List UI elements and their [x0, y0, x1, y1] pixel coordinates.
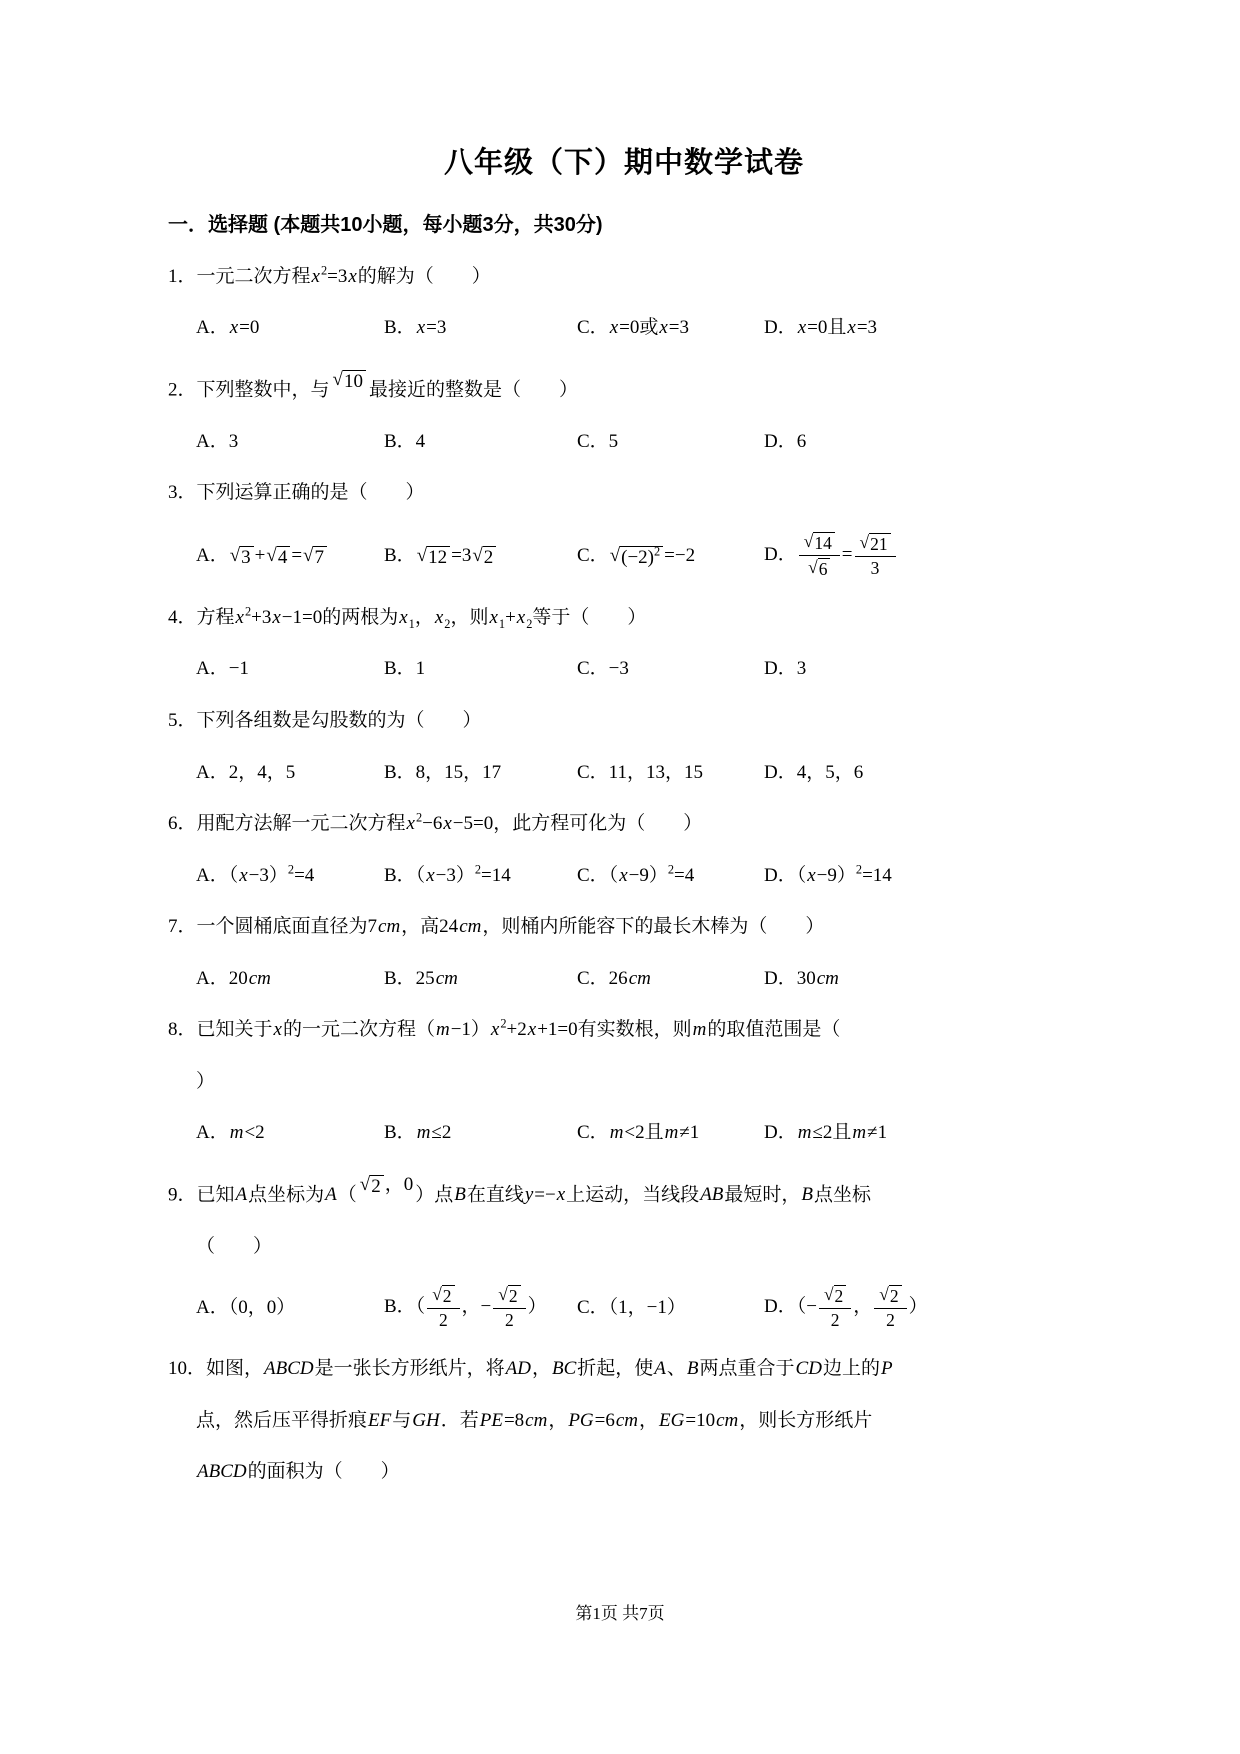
math-variable: B	[801, 1184, 814, 1206]
question-4-option-A: A．−1	[196, 658, 249, 680]
question-5	[168, 707, 1080, 786]
question-5-options	[168, 759, 1080, 787]
math-subscript: 1	[408, 616, 415, 631]
question-7-option-B: B．25cm	[384, 967, 458, 989]
question-6-option-D: D．$(x-9)^2=14$	[764, 862, 892, 886]
radical-sign-icon: √	[823, 1284, 834, 1305]
math-variable: x	[406, 813, 415, 835]
radicand: 12	[427, 546, 450, 570]
question-7-option-D: D．30cm	[764, 967, 839, 989]
radical-sign-icon: √	[609, 544, 621, 566]
question-9-option-C: C．（1，−1）	[577, 1297, 686, 1319]
fraction-numerator	[819, 1284, 851, 1309]
math-variable: x	[659, 317, 668, 339]
radical-sign-icon: √	[332, 368, 343, 390]
math-variable: x	[490, 1019, 500, 1041]
math-variable: ABCD	[264, 1358, 314, 1380]
radical-sign-icon: √	[303, 544, 314, 566]
radicand: 2	[834, 1285, 847, 1307]
question-3-option-D: D． √ 14 √ 6 = √ 21 3	[764, 531, 1080, 580]
math-superscript: 2	[500, 1016, 507, 1031]
question-2-option-B: B．4	[384, 430, 426, 452]
math-superscript: 2	[855, 862, 863, 877]
question-8-stem-line: ）	[196, 1070, 216, 1092]
math-radical	[808, 558, 830, 580]
question-8-options	[168, 1119, 1080, 1147]
question-5-option-C: C．11，13，15	[577, 761, 703, 783]
question-10-stem-line: ABCD的面积为（ ）	[197, 1461, 400, 1483]
question-5-option-D: D．4，5，6	[764, 761, 864, 783]
math-variable: x	[434, 606, 444, 628]
math-fraction	[855, 532, 896, 579]
math-variable: x	[797, 317, 807, 339]
question-9-option-A: A．（0，0）	[196, 1297, 296, 1319]
question-6-option-C: C．$(x-9)^2=4$	[577, 862, 695, 886]
question-4-options	[168, 655, 1080, 683]
question-9-options	[168, 1284, 1080, 1331]
math-variable: EG	[659, 1409, 685, 1431]
radicand: 2	[889, 1285, 902, 1307]
math-variable: cm	[525, 1409, 548, 1431]
question-7-option-C: C．26cm	[577, 967, 651, 989]
question-6-options	[168, 862, 1080, 890]
math-variable: x	[348, 265, 357, 287]
question-1-stem-line: 1．一元二次方程$x^2=3x$的解为（ ）	[168, 263, 491, 287]
math-variable: cm	[615, 1409, 639, 1431]
math-variable: x	[399, 606, 408, 628]
math-superscript: 2	[287, 862, 295, 877]
math-variable: cm	[248, 967, 271, 989]
question-2-option-C: C．5	[577, 430, 619, 452]
math-superscript: 2	[654, 544, 661, 559]
question-1-option-B: B．x=3	[384, 317, 447, 339]
math-variable: x	[229, 317, 239, 339]
math-variable: m	[852, 1122, 867, 1144]
radical-sign-icon: √	[359, 1173, 371, 1195]
fraction-denominator: 2	[505, 1310, 514, 1331]
math-radical	[432, 1285, 454, 1307]
question-4	[168, 604, 1080, 683]
math-radical	[230, 546, 254, 570]
radical-sign-icon: √	[808, 556, 818, 577]
fraction-denominator: 2	[438, 1310, 448, 1331]
question-9	[168, 1171, 1080, 1331]
radicand: $(-2)^2$	[620, 546, 663, 570]
section-heading: 一．选择题 (本题共10小题，每小题3分，共30分)	[168, 213, 603, 236]
question-5-option-A: A．2，4，5	[196, 761, 296, 783]
question-3-options	[168, 531, 1080, 580]
math-variable: B	[454, 1184, 466, 1206]
radical-sign-icon: √	[498, 1284, 508, 1305]
radical-sign-icon: √	[416, 544, 428, 566]
math-variable: x	[416, 317, 426, 339]
fraction-denominator: 2	[886, 1310, 895, 1331]
question-9-stem-line: 9．已知A点坐标为A（ √ 2 ，0 ）点B在直线y=−x上运动，当线段AB最短时，B点坐标	[168, 1171, 1080, 1209]
fraction-denominator	[799, 556, 840, 580]
math-fraction	[819, 1284, 851, 1331]
fraction-numerator	[799, 531, 840, 556]
math-variable: m	[609, 1122, 624, 1144]
math-variable: m	[435, 1019, 450, 1041]
math-radical	[472, 546, 496, 570]
radicand: 4	[277, 546, 291, 570]
fraction-denominator: 3	[870, 557, 880, 578]
question-1-option-D: D．x=0且x=3	[764, 317, 878, 339]
math-radical	[303, 546, 327, 570]
radicand: 2	[508, 1285, 521, 1307]
math-variable: x	[556, 1184, 566, 1206]
question-1-option-A: A．x=0	[196, 317, 260, 339]
radical-sign-icon: √	[803, 530, 814, 551]
math-variable: A	[235, 1184, 248, 1206]
radicand: 6	[818, 558, 831, 580]
math-variable: A	[325, 1184, 337, 1206]
math-radical	[360, 1175, 384, 1199]
math-radical	[417, 546, 450, 570]
math-subscript: 2	[526, 616, 533, 631]
questions	[168, 263, 1080, 1486]
question-10-stem-line: 点，然后压平得折痕EF与GH．若PE=8cm，PG=6cm，EG=10cm，则长方形纸片	[196, 1409, 873, 1431]
question-2	[168, 366, 1080, 456]
math-fraction	[799, 531, 840, 580]
question-1-option-C: C．x=0或x=3	[577, 317, 689, 339]
math-radical	[266, 546, 290, 570]
question-8	[168, 1016, 1080, 1147]
math-superscript: 2	[320, 263, 328, 278]
math-variable: BC	[551, 1358, 577, 1380]
raised-expression	[332, 366, 367, 394]
radical-sign-icon: √	[432, 1284, 442, 1305]
math-variable: A	[654, 1358, 666, 1380]
radicand: 2	[442, 1285, 455, 1307]
question-6-option-B: B．$(x-3)^2=14$	[384, 862, 511, 886]
radicand: 21	[869, 533, 890, 555]
math-variable: CD	[795, 1358, 822, 1380]
math-variable: m	[692, 1019, 707, 1041]
math-variable: x	[619, 864, 628, 886]
question-1	[168, 263, 1080, 342]
fraction-denominator: 2	[830, 1310, 840, 1331]
math-variable: x	[443, 813, 452, 835]
question-7-options	[168, 965, 1080, 993]
math-fraction	[874, 1284, 906, 1331]
math-variable: m	[797, 1122, 812, 1144]
math-variable: y	[524, 1184, 534, 1206]
question-8-stem-line: 8．已知关于x的一元二次方程$(m-1)x^2+2x+1=0$有实数根，则m的取值范围是（	[168, 1016, 841, 1041]
raised-expression: √ 2 ，0	[359, 1173, 414, 1197]
fraction-numerator	[855, 532, 896, 557]
question-10	[168, 1355, 1080, 1486]
question-6-stem-line: 6．用配方法解一元二次方程$x^2-6x-5=0$，此方程可化为（ ）	[168, 810, 703, 835]
question-9-stem-line: （ ）	[196, 1235, 273, 1257]
math-fraction	[427, 1284, 459, 1331]
math-radical	[879, 1285, 901, 1307]
math-variable: x	[239, 864, 248, 886]
math-variable: cm	[716, 1409, 739, 1431]
question-8-option-D: D．m≤2且m≠1	[764, 1122, 888, 1144]
math-variable: x	[527, 1019, 537, 1041]
math-variable: ABCD	[197, 1461, 247, 1483]
math-variable: AD	[505, 1358, 531, 1380]
math-variable: x	[489, 606, 498, 628]
math-variable: GH	[412, 1409, 440, 1431]
question-8-option-A: A．m<2	[196, 1122, 265, 1144]
math-variable: m	[416, 1122, 431, 1144]
question-7-option-A: A．20cm	[196, 967, 271, 989]
math-variable: x	[609, 317, 619, 339]
question-7-stem-line: 7．一个圆桶底面直径为7cm，高24cm，则桶内所能容下的最长木棒为（ ）	[168, 916, 825, 938]
question-3-option-C: C． √ $(-2)^2$ =−2	[577, 544, 696, 568]
question-5-stem-line: 5．下列各组数是勾股数的为（ ）	[168, 710, 482, 731]
math-variable: cm	[378, 916, 401, 938]
math-variable: x	[235, 606, 244, 628]
question-7	[168, 913, 1080, 992]
question-4-option-D: D．3	[764, 658, 807, 680]
fraction-numerator	[493, 1284, 525, 1309]
math-variable: P	[880, 1358, 893, 1380]
math-variable: cm	[459, 916, 482, 938]
question-2-options	[168, 428, 1080, 456]
math-variable: cm	[816, 967, 839, 989]
fraction-numerator	[874, 1284, 906, 1309]
page-footer: 第1页 共7页	[575, 1604, 665, 1623]
question-3-option-A: A． √ 3 + √ 4 = √ 7	[196, 542, 384, 570]
math-variable: x	[847, 317, 856, 339]
math-superscript: 2	[474, 862, 482, 877]
question-10-stem-line: 10．如图，ABCD是一张长方形纸片，将AD，BC折起，使A、B两点重合于CD边上的P	[168, 1358, 893, 1380]
radicand: 7	[313, 546, 327, 570]
question-4-option-C: C．−3	[577, 658, 629, 680]
math-radical	[610, 546, 663, 570]
math-variable: PE	[479, 1409, 503, 1431]
question-2-stem-line: 2．下列整数中，与 √ 10 最接近的整数是（ ）	[168, 366, 1080, 404]
math-variable: m	[664, 1122, 679, 1144]
math-variable: x	[272, 606, 281, 628]
math-radical	[824, 1285, 846, 1307]
math-subscript: 2	[444, 616, 451, 631]
math-radical	[498, 1285, 520, 1307]
math-superscript: 2	[244, 604, 252, 619]
math-subscript: 1	[498, 616, 506, 631]
math-variable: PG	[568, 1409, 594, 1431]
math-variable: x	[273, 1019, 282, 1041]
radicand: 10	[343, 370, 366, 394]
math-variable: m	[229, 1122, 244, 1144]
math-variable: cm	[435, 967, 458, 989]
radicand: 3	[240, 546, 254, 570]
question-8-option-B: B．m≤2	[384, 1122, 452, 1144]
math-variable: x	[516, 606, 526, 628]
math-radical	[804, 532, 835, 554]
question-3-option-B: B． √ 12 =3 √ 2	[384, 542, 577, 570]
question-2-option-A: A．3	[196, 430, 239, 452]
radicand: 2	[483, 546, 497, 570]
radical-sign-icon: √	[472, 544, 483, 566]
fraction-numerator	[427, 1284, 459, 1309]
question-9-option-D: D．（− √ 2 2 ， √ 2 2 ）	[764, 1284, 928, 1331]
math-fraction	[493, 1284, 525, 1331]
radical-sign-icon: √	[879, 1284, 889, 1305]
question-6	[168, 810, 1080, 889]
math-variable: B	[686, 1358, 699, 1380]
question-9-option-B: B．（ √ 2 2 ，− √ 2 2 ）	[384, 1284, 547, 1331]
math-superscript: 2	[415, 810, 423, 825]
page-title: 八年级（下）期中数学试卷	[443, 147, 804, 179]
question-4-stem-line: 4．方程$x^2+3x-1=0$的两根为$x_1$，$x_2$，则$x_1+x_2$等于（ ）	[168, 604, 647, 631]
question-6-option-A: A．$(x-3)^2=4$	[196, 862, 315, 886]
question-8-option-C: C．m<2且m≠1	[577, 1122, 700, 1144]
question-1-options	[168, 314, 1080, 342]
math-superscript: 2	[667, 862, 675, 877]
radical-sign-icon: √	[266, 544, 277, 566]
radical-sign-icon: √	[229, 544, 241, 566]
math-radical	[860, 533, 891, 555]
math-variable: x	[311, 265, 320, 287]
question-4-option-B: B．1	[384, 658, 426, 680]
question-3-stem-line: 3．下列运算正确的是（ ）	[168, 482, 425, 504]
math-variable: EF	[368, 1409, 392, 1431]
math-variable: cm	[628, 967, 651, 989]
math-variable: x	[426, 864, 435, 886]
math-variable: x	[807, 864, 816, 886]
radical-sign-icon: √	[859, 531, 870, 552]
radicand: 14	[813, 532, 834, 554]
question-2-option-D: D．6	[764, 430, 807, 452]
math-radical	[333, 370, 366, 394]
radicand: 2	[370, 1175, 384, 1199]
math-variable: AB	[700, 1184, 724, 1206]
question-3	[168, 479, 1080, 579]
question-5-option-B: B．8，15，17	[384, 761, 502, 783]
